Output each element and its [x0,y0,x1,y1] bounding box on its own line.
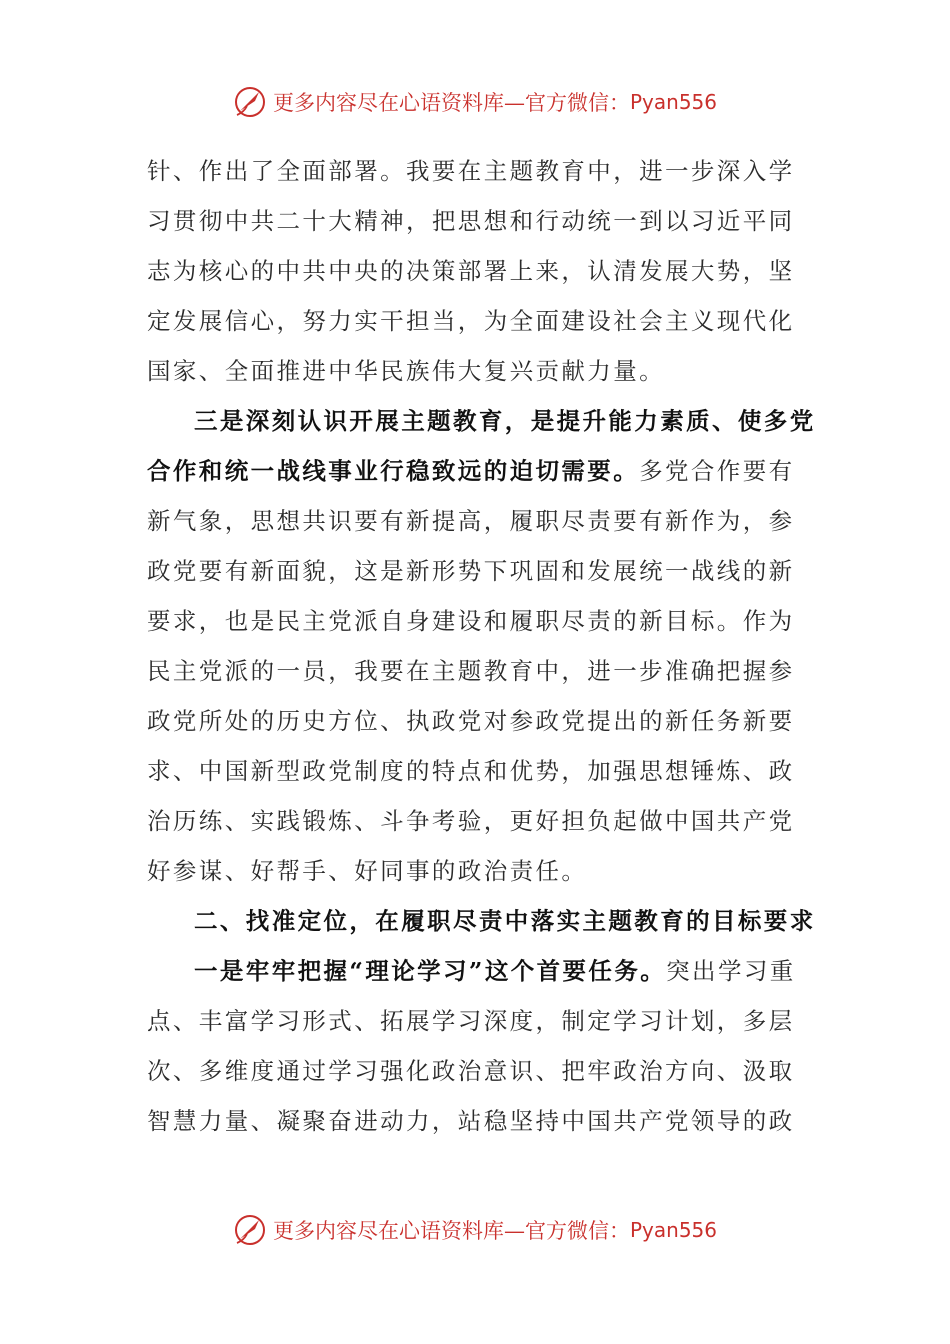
document-body [147,146,816,1146]
text-segment: 求、中国新型政党制度的特点和优势，加强思想锤炼、政 [147,757,795,785]
text-line [147,346,807,396]
text-segment: 多党合作要有 [639,457,795,485]
text-line [147,296,807,346]
text-line [147,396,816,446]
quill-logo-icon [233,1213,267,1247]
text-segment: 治历练、实践锻炼、斗争考验，更好担负起做中国共产党 [147,807,795,835]
bold-heading-segment: 合作和统一战线事业行稳致远的迫切需要。 [147,457,640,485]
text-segment: 要求，也是民主党派自身建设和履职尽责的新目标。作为 [147,607,795,635]
text-line [147,946,807,996]
text-line [147,546,807,596]
text-segment: 智慧力量、凝聚奋进动力，站稳坚持中国共产党领导的政 [147,1107,795,1135]
text-line [147,1046,807,1096]
text-line [147,746,807,796]
text-segment: 针、作出了全面部署。我要在主题教育中，进一步深入学 [147,157,795,185]
header-banner-text: 更多内容尽在心语资料库—官方微信： [272,91,630,115]
text-segment: 政党所处的历史方位、执政党对参政党提出的新任务新要 [147,707,795,735]
text-segment: 习贯彻中共二十大精神，把思想和行动统一到以习近平同 [147,207,795,235]
text-segment: 次、多维度通过学习强化政治意识、把牢政治方向、汲取 [147,1057,795,1085]
bold-heading-segment: 三是深刻认识开展主题教育，是提升能力素质、使多党 [194,407,816,435]
text-line [147,146,807,196]
text-segment: 突出学习重 [666,957,796,985]
text-line [147,496,807,546]
bold-heading-segment: 二、找准定位，在履职尽责中落实主题教育的目标要求 [194,907,816,935]
bold-heading-segment: 一是牢牢把握“理论学习”这个首要任务。 [194,957,667,985]
section-heading [147,896,816,946]
footer-banner-text: 更多内容尽在心语资料库—官方微信： [272,1219,630,1243]
text-line [147,246,807,296]
text-segment: 定发展信心，努力实干担当，为全面建设社会主义现代化 [147,307,795,335]
text-line [147,646,807,696]
text-line [147,446,807,496]
quill-logo-icon [233,85,267,119]
text-line [147,196,807,246]
footer-watermark-banner [0,1210,950,1250]
text-line [147,696,807,746]
text-segment: 新气象，思想共识要有新提高，履职尽责要有新作为，参 [147,507,795,535]
footer-banner-handle: Pyan556 [629,1218,717,1242]
text-segment: 志为核心的中共中央的决策部署上来，认清发展大势，坚 [147,257,795,285]
header-watermark-banner [0,82,950,122]
text-segment: 点、丰富学习形式、拓展学习深度，制定学习计划，多层 [147,1007,795,1035]
text-line [147,996,807,1046]
text-line [147,846,807,896]
text-segment: 国家、全面推进中华民族伟大复兴贡献力量。 [147,357,665,385]
text-segment: 民主党派的一员，我要在主题教育中，进一步准确把握参 [147,657,795,685]
text-segment: 好参谋、好帮手、好同事的政治责任。 [147,857,588,885]
text-line [147,1096,807,1146]
header-banner-handle: Pyan556 [629,90,717,114]
text-segment: 政党要有新面貌，这是新形势下巩固和发展统一战线的新 [147,557,795,585]
text-line [147,796,807,846]
text-line [147,596,807,646]
